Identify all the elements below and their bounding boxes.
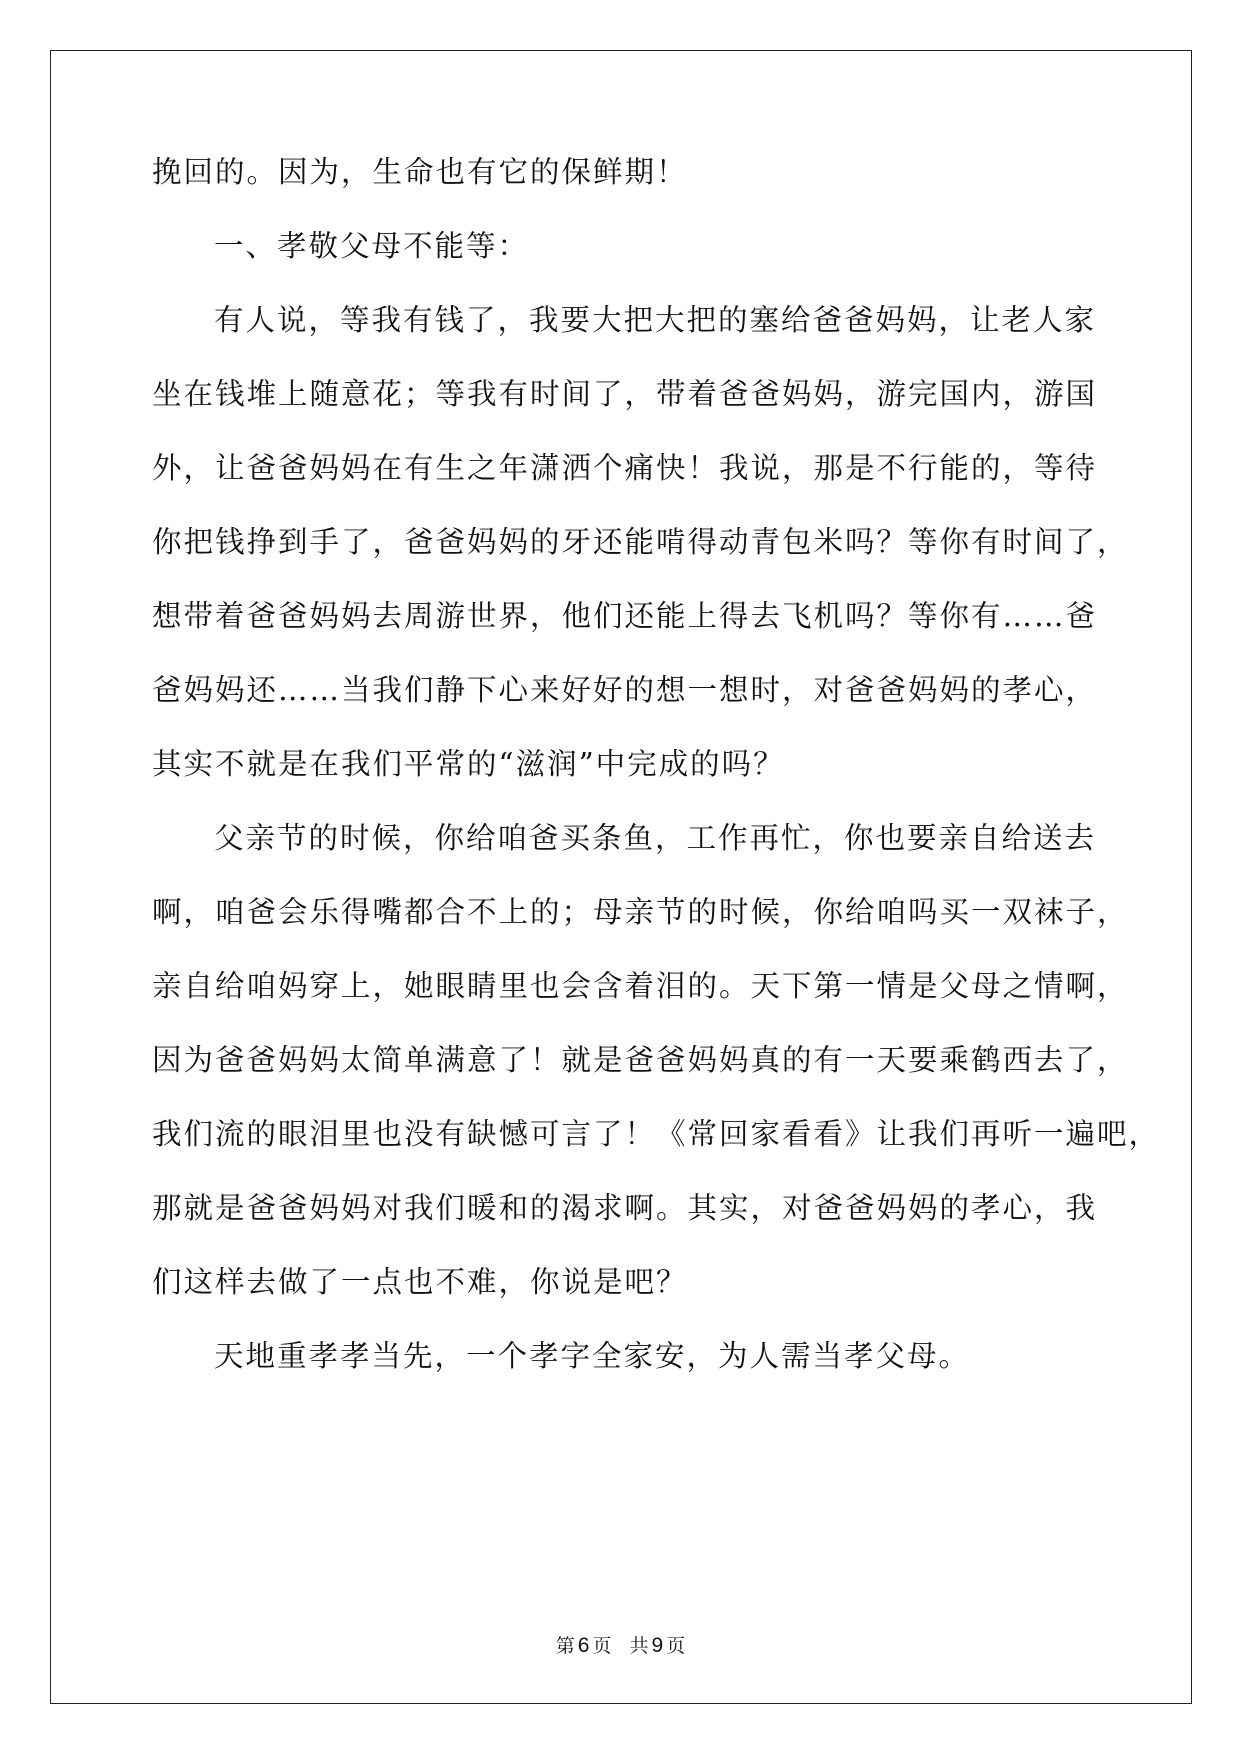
body-line-11: 啊，咱爸会乐得嘴都合不上的；母亲节的时候，你给咱吗买一双袜子， bbox=[152, 895, 1129, 929]
footer-prefix: 第 bbox=[555, 1635, 575, 1657]
body-line-10: 父亲节的时候，你给咱爸买条鱼，工作再忙，你也要亲自给送去 bbox=[214, 821, 1097, 855]
body-line-8: 爸妈妈还……当我们静下心来好好的想一想时，对爸爸妈妈的孝心， bbox=[152, 673, 1098, 707]
body-line-7: 想带着爸爸妈妈去周游世界，他们还能上得去飞机吗？等你有……爸 bbox=[152, 599, 1098, 633]
body-line-6: 你把钱挣到手了，爸爸妈妈的牙还能啃得动青包米吗？等你有时间了， bbox=[152, 525, 1129, 559]
body-line-14: 我们流的眼泪里也没有缺憾可言了！《常回家看看》让我们再听一遍吧， bbox=[152, 1117, 1161, 1151]
footer-page-suffix: 页 bbox=[592, 1635, 612, 1657]
footer-total-suffix: 页 bbox=[666, 1635, 686, 1657]
body-line-9: 其实不就是在我们平常的“滋润”中完成的吗？ bbox=[152, 747, 785, 781]
body-line-12: 亲自给咱妈穿上，她眼睛里也会含着泪的。天下第一情是父母之情啊， bbox=[152, 969, 1129, 1003]
body-line-1: 挽回的。因为，生命也有它的保鲜期！ bbox=[152, 155, 688, 189]
body-line-15: 那就是爸爸妈妈对我们暖和的渴求啊。其实，对爸爸妈妈的孝心，我 bbox=[152, 1191, 1098, 1225]
body-line-3: 有人说，等我有钱了，我要大把大把的塞给爸爸妈妈，让老人家 bbox=[214, 303, 1097, 337]
page-footer bbox=[0, 1633, 1241, 1659]
current-page-number: 6 bbox=[577, 1634, 590, 1657]
body-line-17: 天地重孝孝当先，一个孝字全家安，为人需当孝父母。 bbox=[214, 1339, 971, 1373]
body-line-16: 们这样去做了一点也不难，你说是吧？ bbox=[152, 1265, 688, 1299]
section-heading: 一、孝敬父母不能等： bbox=[214, 229, 530, 263]
body-line-5: 外，让爸爸妈妈在有生之年潇洒个痛快！我说，那是不行能的，等待 bbox=[152, 451, 1098, 485]
total-page-count: 9 bbox=[651, 1634, 664, 1657]
body-line-13: 因为爸爸妈妈太简单满意了！就是爸爸妈妈真的有一天要乘鹤西去了， bbox=[152, 1043, 1129, 1077]
footer-total-prefix: 共 bbox=[629, 1635, 649, 1657]
page-border bbox=[50, 50, 1192, 1704]
body-line-4: 坐在钱堆上随意花；等我有时间了，带着爸爸妈妈，游完国内，游国 bbox=[152, 377, 1098, 411]
